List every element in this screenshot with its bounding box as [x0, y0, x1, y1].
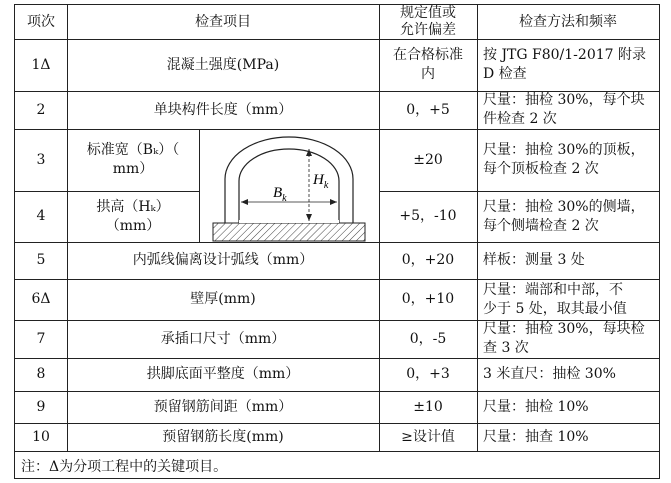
row-spec: ±10 [413, 398, 443, 415]
row-spec: 0，-5 [409, 330, 447, 347]
row-no: 8 [36, 366, 46, 382]
row-item: 预留钢筋间距（mm） [153, 398, 293, 415]
table-note: 注：Δ为分项工程中的关键项目。 [21, 459, 228, 475]
row-spec: 0，+10 [401, 291, 455, 307]
row-no: 4 [36, 208, 46, 224]
row-item: 拱脚底面平整度（mm） [146, 366, 300, 382]
header-method: 检查方法和频率 [519, 13, 617, 30]
arch-diagram [199, 129, 379, 242]
header-spec: 规定值或 允许偏差 [400, 5, 456, 38]
row-item: 承插口尺寸（mm） [160, 330, 286, 347]
row-no: 2 [36, 101, 46, 118]
row-method: 按 JTG F80/1-2017 附录 D 检查 [483, 47, 646, 82]
row-method: 尺量：抽检 10% [483, 398, 589, 415]
row-item: 单块构件长度（mm） [153, 101, 293, 118]
row-item: 预留钢筋长度(mm) [162, 428, 284, 445]
row-method: 样板：测量 3 处 [483, 252, 585, 268]
header-item: 检查项目 [195, 13, 251, 30]
row-no: 3 [36, 151, 46, 168]
row-item: 壁厚(mm) [190, 291, 256, 307]
width-label: $B_k$ [273, 185, 287, 204]
header-no: 项次 [27, 13, 55, 30]
row-spec: ≥设计值 [401, 428, 455, 445]
row-method: 尺量：抽检 30%，每块检 查 3 次 [483, 321, 645, 356]
row-spec: 0，+3 [406, 366, 450, 382]
row-no: 9 [36, 398, 46, 415]
row-spec: ±20 [413, 151, 443, 168]
arch-outer [225, 137, 353, 223]
row-item: 标准宽（Bₖ）（ mm） [86, 142, 180, 177]
row-item: 拱高（Hₖ） （mm） [96, 198, 170, 234]
row-method: 尺量：抽检 30%，每个块 件检查 2 次 [483, 92, 645, 127]
row-spec: +5，-10 [399, 208, 457, 224]
row-spec: 0，+20 [401, 252, 455, 268]
row-item: 内弧线偏离设计弧线（mm） [132, 252, 314, 268]
inspection-table [14, 4, 660, 479]
row-method: 尺量：抽检 30%的侧墙， 每个侧墙检查 2 次 [483, 198, 645, 234]
row-no: 5 [36, 252, 46, 268]
row-spec: 0，+5 [406, 101, 450, 118]
row-no: 7 [36, 330, 46, 347]
row-method: 3 米直尺：抽检 30% [483, 366, 616, 382]
row-method: 尺量：抽查 10% [483, 428, 589, 445]
row-no: 6Δ [31, 291, 51, 307]
row-spec: 在合格标准 内 [393, 47, 463, 82]
row-no: 1Δ [31, 56, 51, 73]
height-label: $H_k$ [313, 172, 329, 191]
row-method: 尺量：端部和中部，不 少于 5 处，取其最小值 [483, 281, 627, 317]
row-item: 混凝土强度(MPa) [166, 56, 280, 73]
row-no: 10 [32, 428, 50, 445]
row-method: 尺量：抽检 30%的顶板， 每个顶板检查 2 次 [483, 142, 645, 177]
base-slab [213, 223, 365, 241]
